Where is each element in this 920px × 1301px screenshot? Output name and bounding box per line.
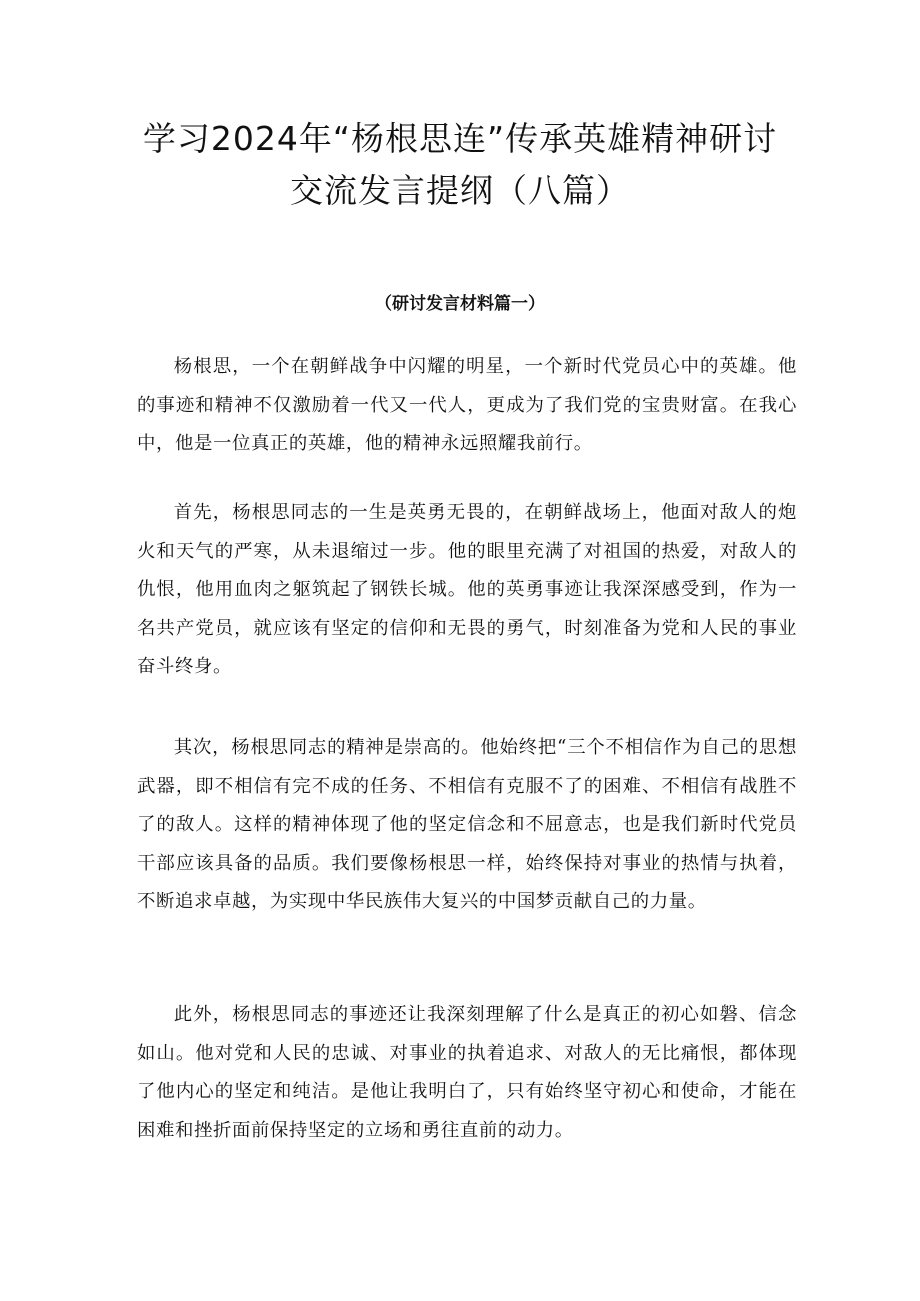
document-title-line-2: 交流发言提纲（八篇） xyxy=(290,171,630,210)
section-heading: （研讨发言材料篇一） xyxy=(375,294,545,314)
paragraph-2: 首先，杨根思同志的一生是英勇无畏的，在朝鲜战场上，他面对敌人的炮火和天气的严寒，从未退缩过一步。他的眼里充满了对祖国的热爱，对敌人的仇恨，他用血肉之躯筑起了钢铁长城。他的英勇事迹让我深深感受到，作为一名共产党员，就应该有坚定的信仰和无畏的勇气，时刻准备为党和人民的事业奋斗终身。 xyxy=(137,502,797,677)
document-title-line-1: 学习2024年“杨根思连”传承英雄精神研讨 xyxy=(142,119,778,158)
paragraph-4: 此外，杨根思同志的事迹还让我深刻理解了什么是真正的初心如磐、信念如山。他对党和人民的忠诚、对事业的执着追求、对敌人的无比痛恨，都体现了他内心的坚定和纯洁。是他让我明白了，只有始终坚守初心和使命，才能在困难和挫折面前保持坚定的立场和勇往直前的动力。 xyxy=(137,1004,797,1141)
paragraph-3: 其次，杨根思同志的精神是崇高的。他始终把“三个不相信作为自己的思想武器，即不相信有完不成的任务、不相信有克服不了的困难、不相信有战胜不了的敌人。这样的精神体现了他的坚定信念和不屈意志，也是我们新时代党员干部应该具备的品质。我们要像杨根思一样，始终保持对事业的热情与执着，不断追求卓越，为实现中华民族伟大复兴的中国梦贡献自己的力量。 xyxy=(137,737,797,912)
paragraph-1: 杨根思，一个在朝鲜战争中闪耀的明星，一个新时代党员心中的英雄。他的事迹和精神不仅激励着一代又一代人，更成为了我们党的宝贵财富。在我心中，他是一位真正的英雄，他的精神永远照耀我前行。 xyxy=(137,356,797,454)
